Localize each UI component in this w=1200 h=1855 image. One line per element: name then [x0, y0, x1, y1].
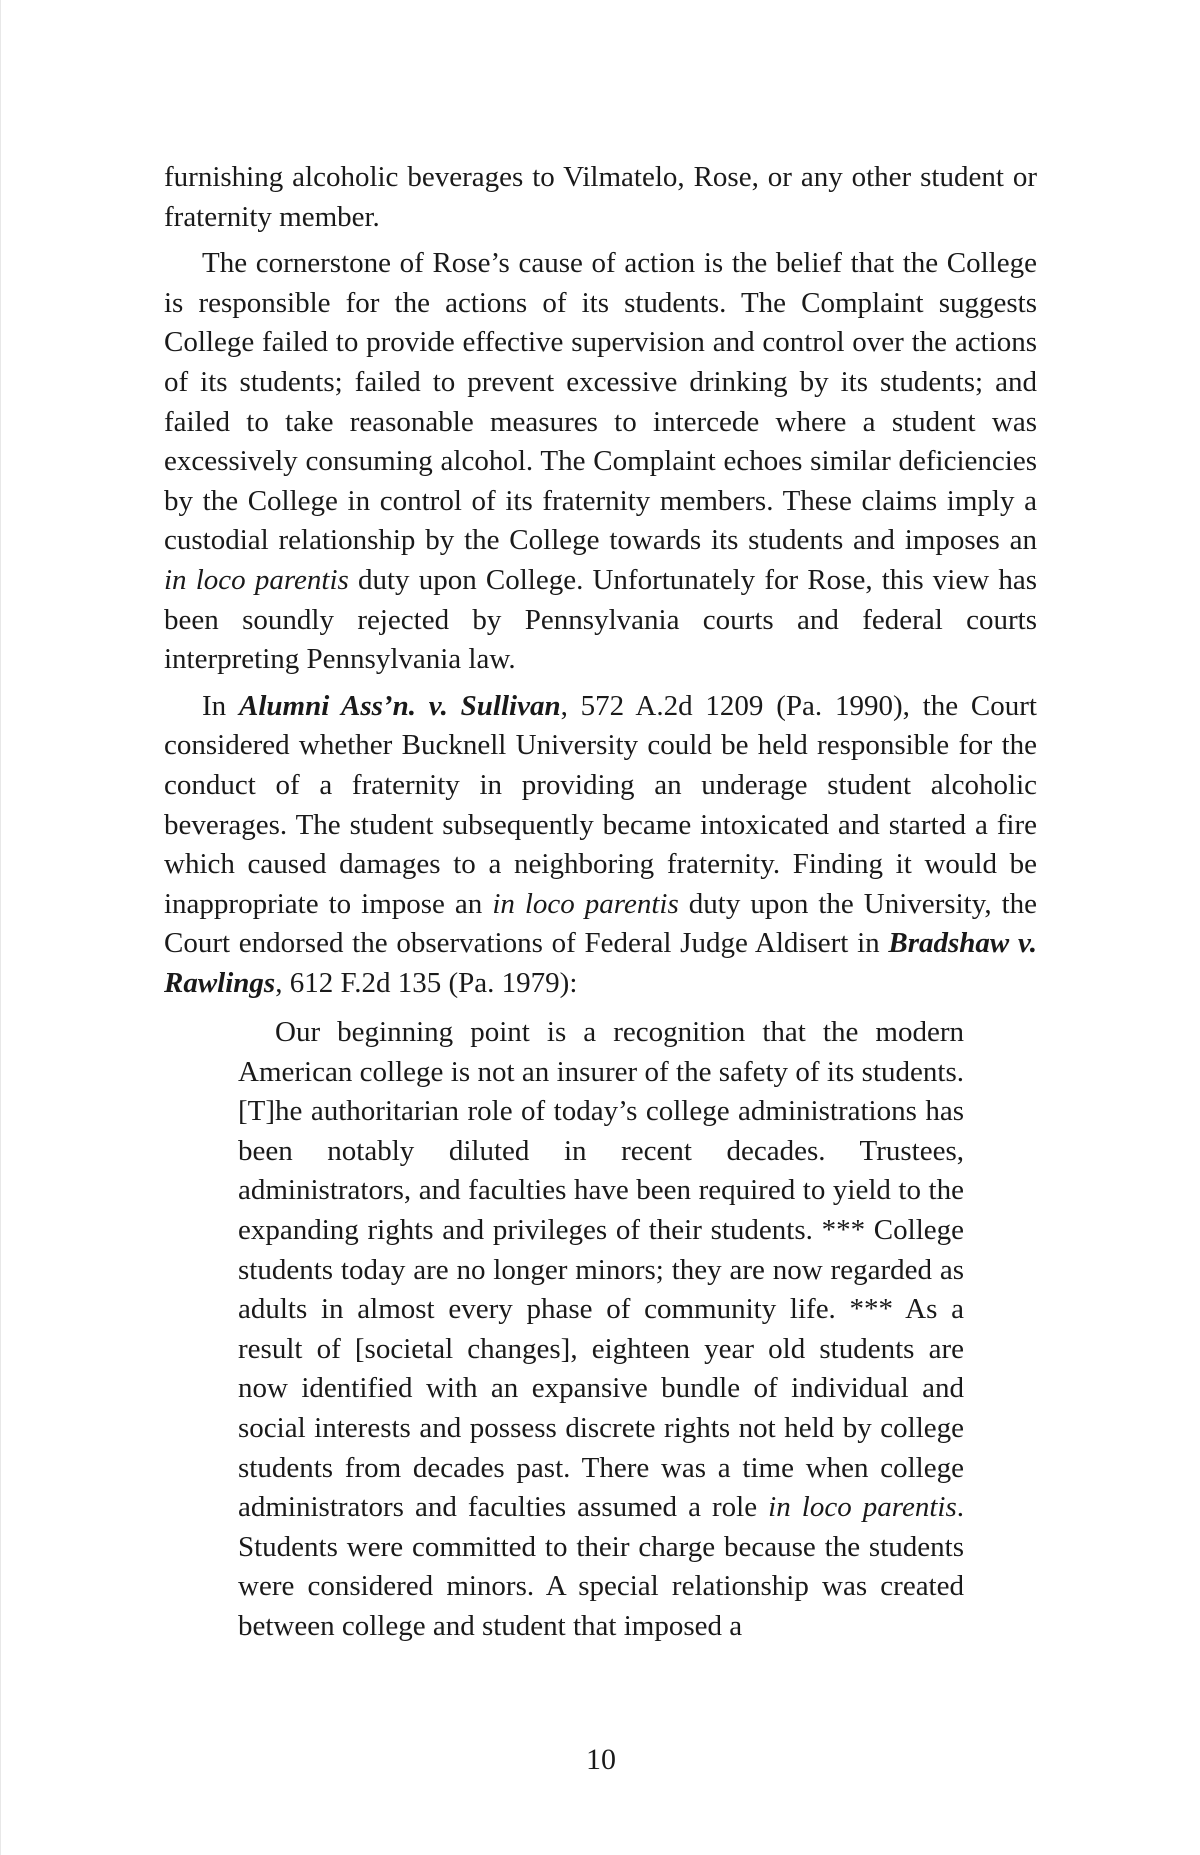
citation-alumni: , 572 A.2d 1209 (Pa. 1990), the Court considered whether Bucknell University could be held responsible for the conduct of a fraternity in providing an underage student alcoholic beverages. The student subsequently became intoxicated and started a fire which caused damages to a neighboring fraternity. Finding it would be inappropriate to impose an — [164, 689, 1037, 920]
block-quote-part-1: Our beginning point is a recognition that the modern American college is not an insurer of the safety of its students. [T]he authoritarian role of today’s college administrations has been notably diluted in recent decades. Trustees, administrators, and faculties have been required to yield to the expanding rights and privileges of their students. *** College students today are no longer minors; they are now regarded as adults in almost every phase of community life. *** As a result of [societal changes], eighteen year old students are now identified with an expansive bundle of individual and social interests and possess discrete rights not held by college students from decades past. There was a time when college administrators and faculties assumed a role — [238, 1016, 964, 1524]
page-number: 10 — [586, 1743, 616, 1776]
case-name-alumni: Alumni Ass’n. v. Sullivan — [239, 689, 561, 722]
latin-phrase: in loco parentis — [768, 1491, 957, 1524]
paragraph-cornerstone — [164, 244, 1037, 680]
citation-bradshaw: , 612 F.2d 135 (Pa. 1979): — [275, 966, 578, 999]
block-quote-paragraph — [238, 1013, 964, 1647]
paragraph-3-part-2: duty upon the University, the Court endorsed the observations of Federal Judge Aldisert in — [164, 887, 1037, 960]
paragraph-3-intro: In — [202, 689, 227, 722]
body-text — [164, 158, 1037, 1003]
paragraph-2-part-1: The cornerstone of Rose’s cause of action is the belief that the College is responsible for the actions of its students. The Complaint suggests College failed to provide effective supervision and control over the actions of its students; failed to prevent excessive drinking by its students; and failed to take reasonable measures to intercede where a student was excessively consuming alcohol. The Complaint echoes similar deficiencies by the College in control of its fraternity members. These claims imply a custodial relationship by the College towards its students and imposes an — [164, 247, 1037, 557]
paragraph-2-part-2: duty upon College. Unfortunately for Rose, this view has been soundly rejected by Pennsylvania courts and federal courts interpreting Pennsylvania law. — [164, 563, 1037, 676]
paragraph-continuation — [164, 158, 1037, 237]
case-name-bradshaw: Bradshaw v. Rawlings — [164, 927, 1038, 999]
latin-phrase: in loco parentis — [492, 887, 679, 920]
latin-phrase: in loco parentis — [164, 563, 349, 596]
paragraph-1-text: furnishing alcoholic beverages to Vilmatelo, Rose, or any other student or fraternity member. — [164, 161, 1037, 233]
paragraph-alumni-case — [164, 687, 1037, 1004]
block-quote — [238, 1013, 964, 1647]
block-quote-part-2: . Students were committed to their charge because the students were considered minors. A special relationship was created between college and student that imposed a — [238, 1491, 964, 1642]
